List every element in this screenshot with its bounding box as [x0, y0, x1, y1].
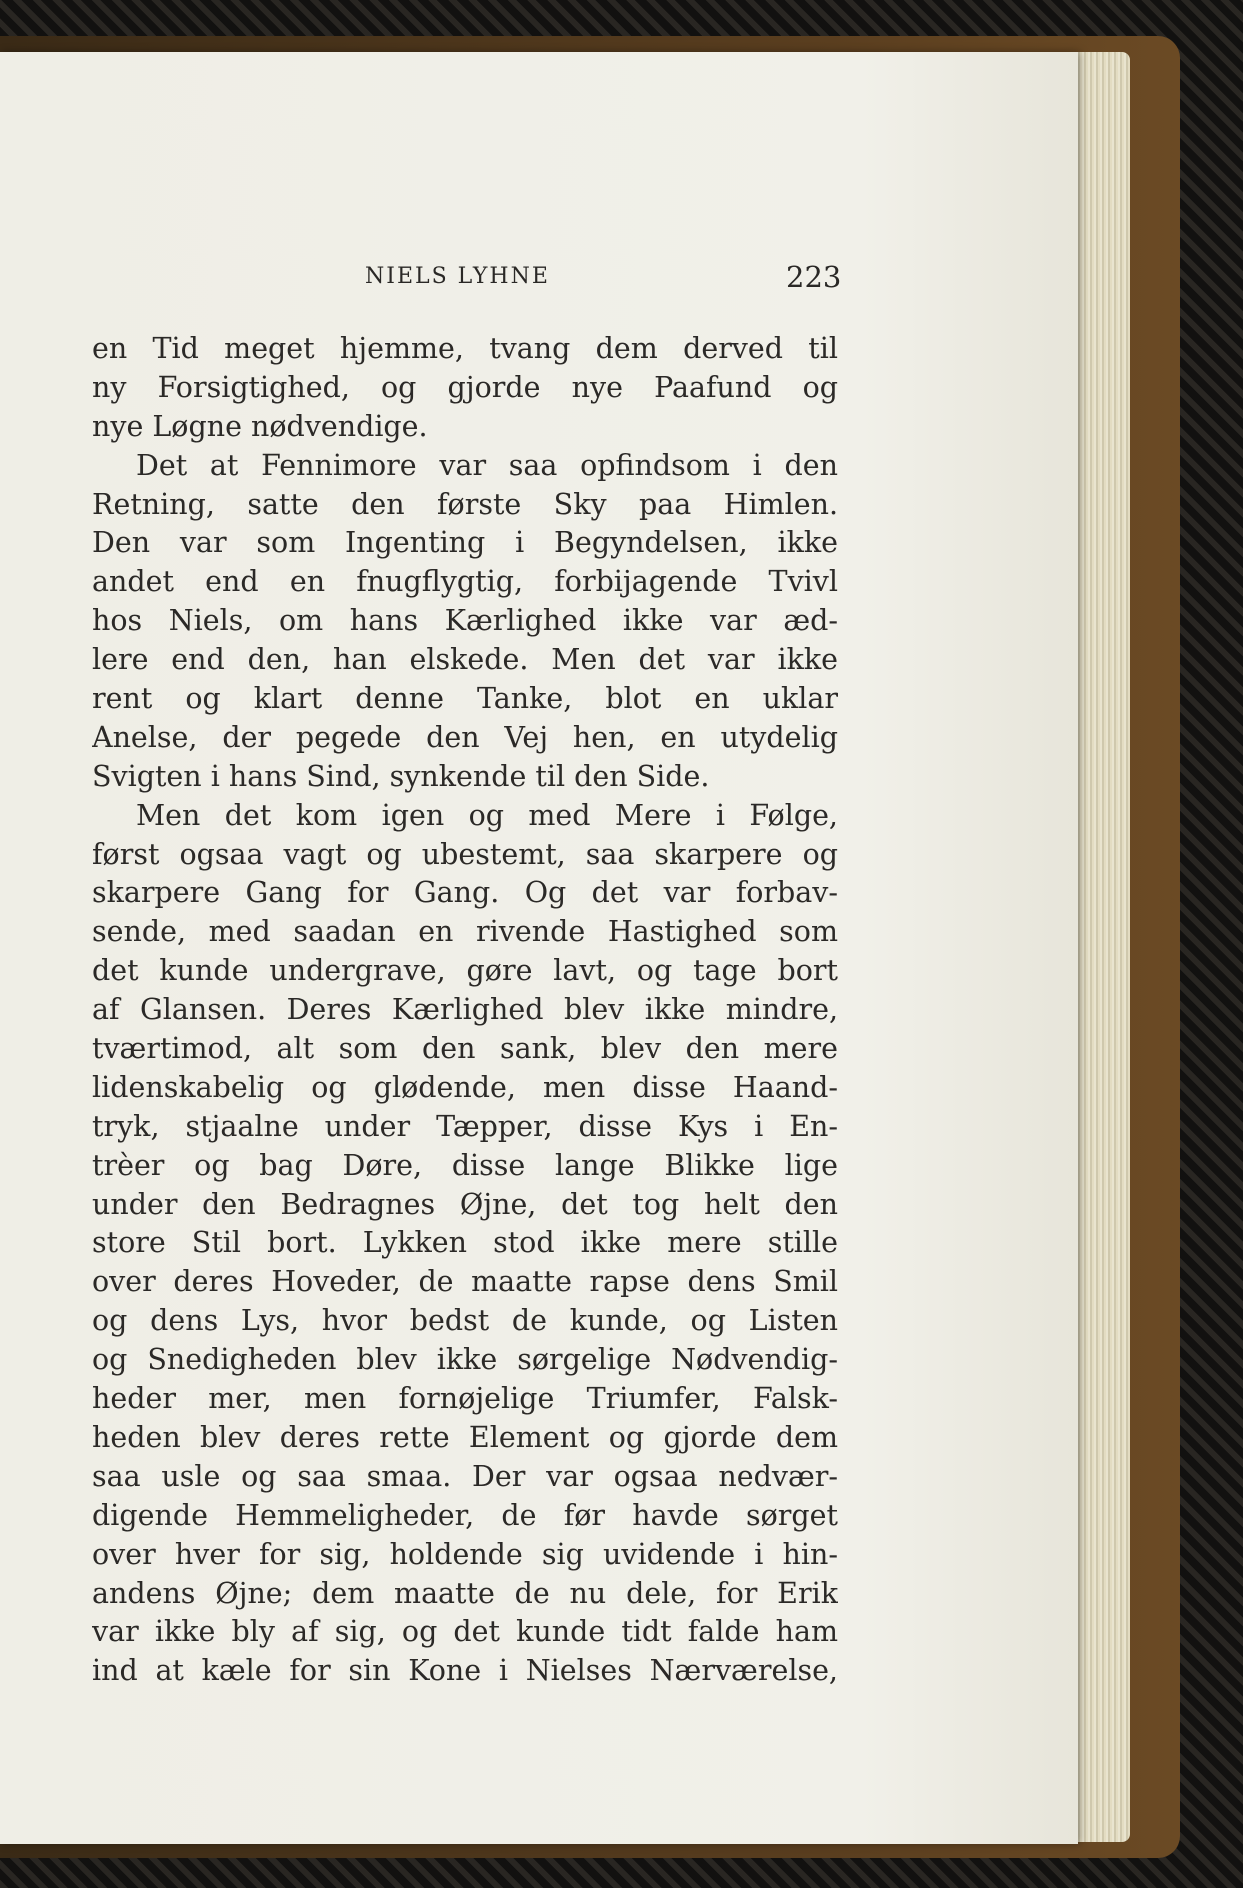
- text-line: andens Øjne; dem maatte de nu dele, for Erik: [92, 1576, 838, 1610]
- text-line: tryk, stjaalne under Tæpper, disse Kys i En-: [92, 1109, 838, 1143]
- text-line: Svigten i hans Sind, synkende til den Side.: [92, 759, 710, 793]
- text-line: og Snedigheden blev ikke sørgelige Nødvendig-: [92, 1343, 838, 1377]
- text-line: ny Forsigtighed, og gjorde nye Paafund og: [92, 370, 838, 404]
- text-line: store Stil bort. Lykken stod ikke mere stille: [92, 1226, 838, 1260]
- text-line: andet end en fnugflygtig, forbijagende Tvivl: [92, 565, 838, 599]
- text-line: heder mer, men fornøjelige Triumfer, Falsk-: [92, 1382, 838, 1416]
- text-line: lere end den, han elskede. Men det var ikke: [92, 643, 838, 677]
- text-line: var ikke bly af sig, og det kunde tidt falde ham: [92, 1615, 838, 1649]
- text-line: under den Bedragnes Øjne, det tog helt den: [92, 1187, 838, 1221]
- text-line: Retning, satte den første Sky paa Himlen.: [92, 487, 838, 521]
- text-line: over deres Hoveder, de maatte rapse dens Smil: [92, 1265, 838, 1299]
- page-edges: [1070, 52, 1130, 1842]
- text-line: det kunde undergrave, gøre lavt, og tage bort: [92, 954, 838, 988]
- body-text: [92, 330, 838, 1691]
- book-page: [0, 52, 1078, 1844]
- text-line: af Glansen. Deres Kærlighed blev ikke mindre,: [92, 993, 838, 1027]
- text-line: digende Hemmeligheder, de før havde sørget: [92, 1498, 838, 1532]
- text-line: over hver for sig, holdende sig uvidende i hin-: [92, 1537, 838, 1571]
- text-line: hos Niels, om hans Kærlighed ikke var æd-: [92, 604, 838, 638]
- text-line: Den var som Ingenting i Begyndelsen, ikke: [92, 526, 838, 560]
- text-line: ind at kæle for sin Kone i Nielses Nærværelse,: [92, 1654, 838, 1688]
- running-head: [0, 260, 1078, 300]
- text-line: en Tid meget hjemme, tvang dem derved til: [92, 332, 838, 365]
- text-line: tværtimod, alt som den sank, blev den mere: [92, 1032, 838, 1066]
- text-line: Men det kom igen og med Mere i Følge,: [136, 798, 838, 832]
- text-line: nye Løgne nødvendige.: [92, 409, 428, 443]
- text-line: sende, med saadan en rivende Hastighed som: [92, 915, 838, 949]
- text-line: først ogsaa vagt og ubestemt, saa skarpere og: [92, 837, 838, 871]
- text-line: Anelse, der pegede den Vej hen, en utydelig: [92, 720, 838, 754]
- text-line: heden blev deres rette Element og gjorde dem: [92, 1420, 838, 1454]
- text-line: trèer og bag Døre, disse lange Blikke lige: [92, 1148, 838, 1182]
- text-line: saa usle og saa smaa. Der var ogsaa nedvær-: [92, 1459, 838, 1493]
- page-number: 223: [786, 260, 842, 294]
- text-line: og dens Lys, hvor bedst de kunde, og Listen: [92, 1304, 838, 1338]
- text-line: lidenskabelig og glødende, men disse Haand-: [92, 1070, 838, 1104]
- running-title: NIELS LYHNE: [365, 264, 550, 289]
- text-line: rent og klart denne Tanke, blot en uklar: [92, 682, 838, 716]
- text-line: skarpere Gang for Gang. Og det var forbav-: [92, 876, 838, 910]
- text-line: Det at Fennimore var saa opfindsom i den: [136, 448, 838, 482]
